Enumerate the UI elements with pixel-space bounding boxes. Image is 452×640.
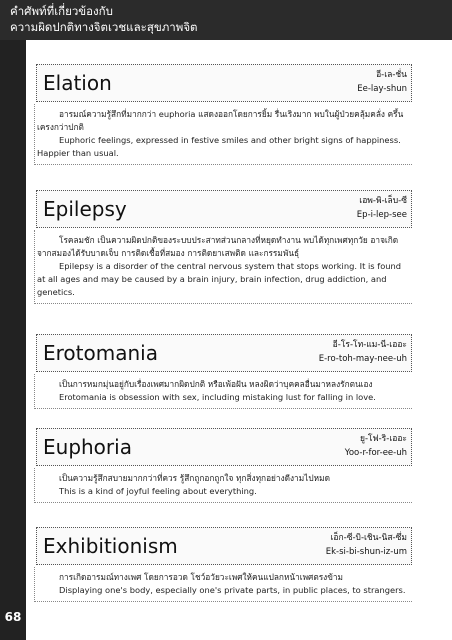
glossary-entry-exhibitionism xyxy=(36,527,412,602)
description-english: This is a kind of joyful feeling about everything. xyxy=(59,486,257,496)
term-title: Exhibitionism xyxy=(43,534,178,558)
description-thai: อารมณ์ความรู้สึกที่มากกว่า euphoria แสดงออกโดยการยิ้ม รื่นเริงมาก พบในผู้ป่วยคลุ้มคลั่ง ครึ้นเครงกว่าปกติ xyxy=(37,109,404,132)
description-english: Erotomania is obsession with sex, including mistaking lust for falling in love. xyxy=(59,392,376,402)
description-english: Epilepsy is a disorder of the central nervous system that stops working. It is found at all ages and may be caused by a brain injury, brain infection, drug addiction, and genetics. xyxy=(37,261,402,297)
term-title: Epilepsy xyxy=(43,197,127,221)
term-box xyxy=(36,334,412,372)
description-english: Euphoric feelings, expressed in festive smiles and other bright signs of happiness. Happier than usual. xyxy=(37,135,401,158)
pronunciation-thai: อี-เล-ชั่น xyxy=(376,70,407,80)
pronunciation-english: Ee-lay-shun xyxy=(357,84,407,94)
glossary-entry-epilepsy xyxy=(36,190,412,304)
description-thai: การเกิดอารมณ์ทางเพศ โดยการอวด โชว์อวัยวะเพศให้คนแปลกหน้าเพศตรงข้าม xyxy=(59,572,344,582)
term-description xyxy=(34,104,412,165)
term-box xyxy=(36,64,412,102)
pronunciation-thai: ยู-โฟ-ริ-เออะ xyxy=(359,434,407,444)
header-line-2: ความผิดปกติทางจิตเวชและสุขภาพจิต xyxy=(10,20,198,34)
term-description xyxy=(34,468,412,503)
header-title xyxy=(10,3,198,35)
term-title: Euphoria xyxy=(43,435,132,459)
term-box xyxy=(36,190,412,228)
description-thai: เป็นการหมกมุ่นอยู่กับเรื่องเพศมากผิดปกติ หรือเพ้อฝัน หลงผิดว่าบุคคลอื่นมาหลงรักตนเอง xyxy=(59,379,373,389)
term-description xyxy=(34,230,412,304)
term-box xyxy=(36,428,412,466)
glossary-entry-euphoria xyxy=(36,428,412,503)
left-margin-bar xyxy=(0,0,26,640)
description-thai: โรคลมชัก เป็นความผิดปกติของระบบประสาทส่วนกลางที่หยุดทำงาน พบได้ทุกเพศทุกวัย อาจเกิดจากสมองได้รับบาดเจ็บ การติดเชื้อที่สมอง การติดยาเสพติด และกรรมพันธุ์ xyxy=(37,235,399,258)
pronunciation-english: Yoo-r-for-ee-uh xyxy=(344,448,407,458)
pronunciation-english: Ek-si-bi-shun-iz-um xyxy=(325,547,407,557)
description-english: Displaying one's body, especially one's private parts, in public places, to strangers. xyxy=(59,585,406,595)
term-description xyxy=(34,374,412,409)
pronunciation-thai: เอ็ก-ซี-บิ-เชิน-นิส-ซึ่ม xyxy=(330,533,407,543)
description-thai: เป็นความรู้สึกสบายมากกว่าที่ควร รู้สึกถูกอกถูกใจ ทุกสิ่งทุกอย่างดีงามไปหมด xyxy=(59,473,330,483)
pronunciation-thai: อี-โร-โท-แม-นี-เออะ xyxy=(332,340,407,350)
page-number: 68 xyxy=(4,610,22,624)
pronunciation-thai: เอพ-พิ-เล็บ-ซี xyxy=(359,196,407,206)
header-line-1: คำศัพท์ที่เกี่ยวข้องกับ xyxy=(10,4,113,18)
pronunciation-english: Ep-i-lep-see xyxy=(356,210,407,220)
term-description xyxy=(34,567,412,602)
term-box xyxy=(36,527,412,565)
page-header xyxy=(0,0,452,40)
pronunciation-english: E-ro-toh-may-nee-uh xyxy=(318,354,407,364)
glossary-entry-erotomania xyxy=(36,334,412,409)
glossary-entry-elation xyxy=(36,64,412,165)
term-title: Elation xyxy=(43,71,112,95)
term-title: Erotomania xyxy=(43,341,158,365)
